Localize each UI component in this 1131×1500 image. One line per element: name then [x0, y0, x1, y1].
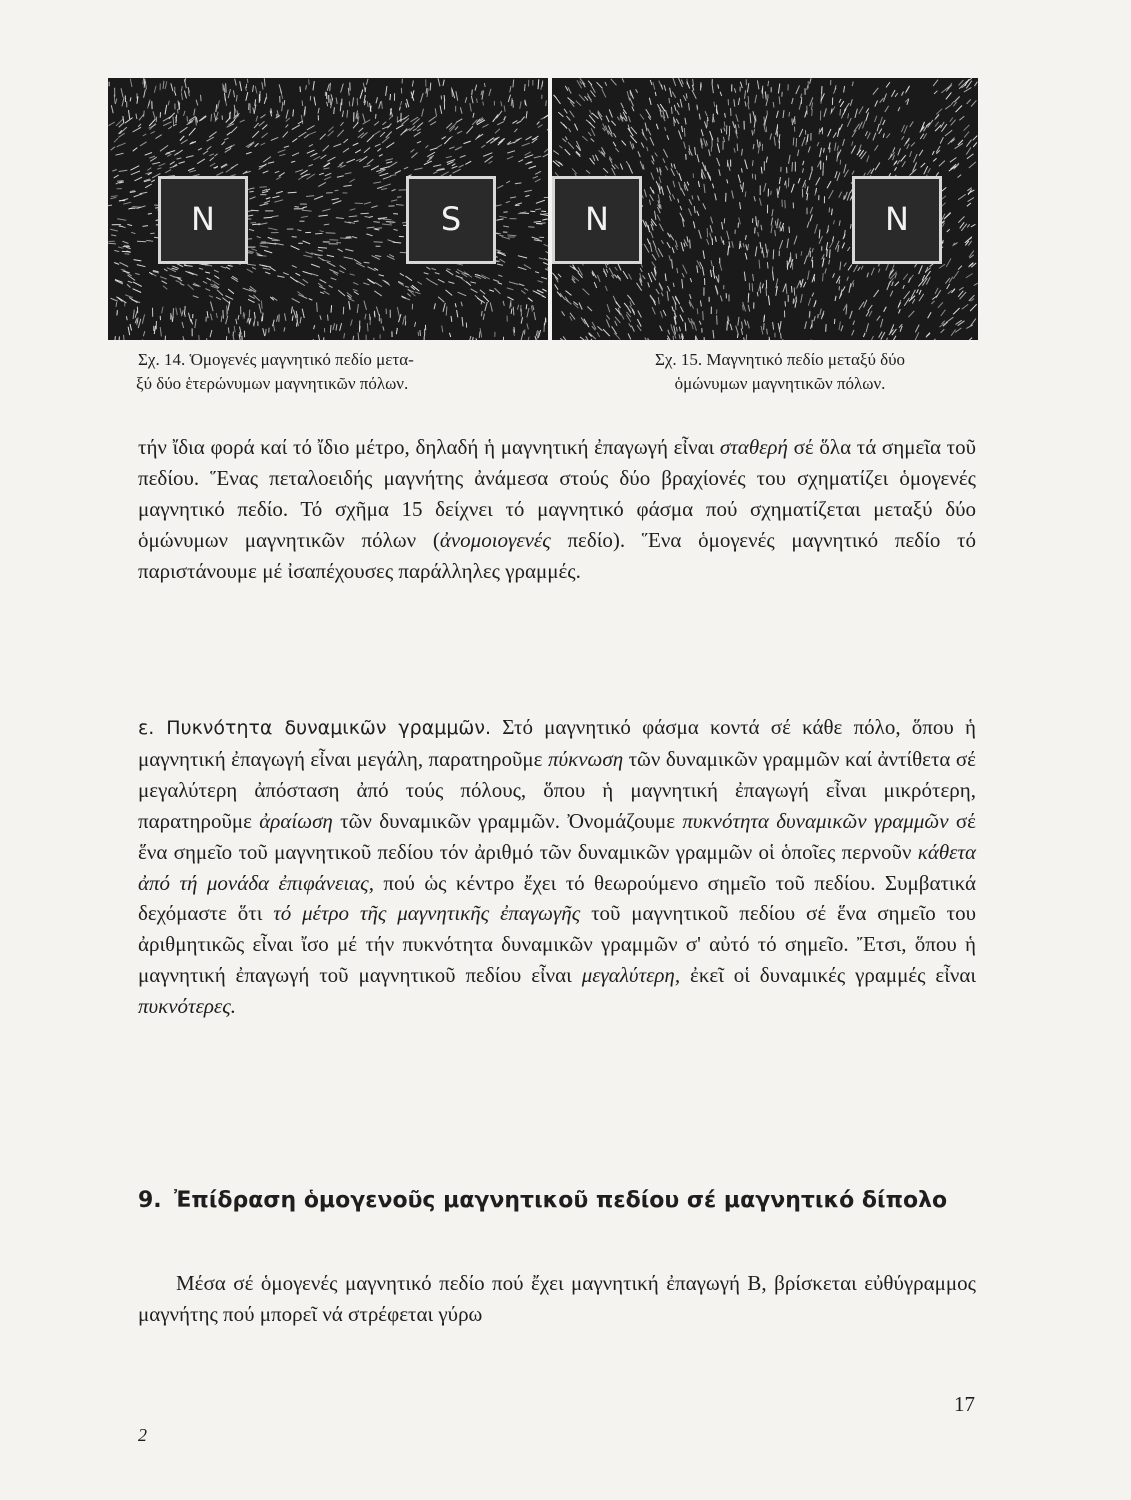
pole-label-north: N: [158, 176, 248, 264]
subsection-heading: ε. Πυκνότητα δυναμικῶν γραμμῶν.: [138, 717, 491, 739]
section-title: Ἐπίδραση ὁμογενοῦς μαγνητικοῦ πεδίου σέ μαγνητικό δίπολο: [174, 1188, 948, 1213]
figure-14-field-lines-image: [108, 78, 548, 340]
caption-line: Σχ. 14. Ὁμογενές μαγνητικό πεδίο μετα-: [138, 350, 414, 369]
page-number: 17: [954, 1392, 975, 1416]
figure-15-field-lines-image: [552, 78, 978, 340]
caption-line: Σχ. 15. Μαγνητικό πεδίο μεταξύ δύο: [654, 350, 906, 369]
caption-line: ὁμώνυμων μαγνητικῶν πόλων.: [674, 374, 886, 393]
section-9-heading: [138, 1184, 976, 1218]
caption-line: ξύ δύο ἑτερώνυμων μαγνητικῶν πόλων.: [136, 374, 409, 393]
paragraph-field-line-density: ε. Πυκνότητα δυναμικῶν γραμμῶν. Στό μαγνητικό φάσμα κοντά σέ κάθε πόλο, ὅπου ἡ μαγνητική ἐπαγωγή εἶναι μεγάλη, παρατηροῦμε πύκνωση τῶν δυναμικῶν γραμμῶν καί ἀντίθετα σέ μεγαλύτερη ἀπόσταση ἀπό τούς πόλους, ὅπου ἡ μαγνητική ἐπαγωγή εἶναι μικρότερη, παρατηροῦμε ἀραίωση τῶν δυναμικῶν γραμμῶν. Ὀνομάζουμε πυκνότητα δυναμικῶν γραμμῶν σέ ἕνα σημεῖο τοῦ μαγνητικοῦ πεδίου τόν ἀριθμό τῶν δυναμικῶν γραμμῶν οἱ ὁποῖες περνοῦν κάθετα ἀπό τή μονάδα ἐπιφάνειας, πού ὡς κέντρο ἔχει τό θεωρούμενο σημεῖο τοῦ πεδίου. Συμβατικά δεχόμαστε ὅτι τό μέτρο τῆς μαγνητικῆς ἐπαγωγῆς τοῦ μαγνητικοῦ πεδίου σέ ἕνα σημεῖο του ἀριθμητικῶς εἶναι ἴσο μέ τήν πυκνότητα δυναμικῶν γραμμῶν σ' αὐτό τό σημεῖο. Ἔτσι, ὅπου ἡ μαγνητική ἐπαγωγή τοῦ μαγνητικοῦ πεδίου εἶναι μεγαλύτερη, ἐκεῖ οἱ δυναμικές γραμμές εἶναι πυκνότερες.: [138, 715, 976, 1019]
pole-label-north-left: N: [552, 176, 642, 264]
signature-mark: 2: [138, 1425, 147, 1445]
figure-14-caption: [138, 348, 538, 396]
pole-label-south: S: [406, 176, 496, 264]
paragraph-dipole-intro: Μέσα σέ ὁμογενές μαγνητικό πεδίο πού ἔχει μαγνητική ἐπαγωγή Β, βρίσκεται εὐθύγραμμος μαγνήτης πού μπορεῖ νά στρέφεται γύρω: [138, 1271, 976, 1326]
paragraph-uniform-field: τήν ἴδια φορά καί τό ἴδιο μέτρο, δηλαδή ἡ μαγνητική ἐπαγωγή εἶναι σταθερή σέ ὅλα τά σημεῖα τοῦ πεδίου. Ἕνας πεταλοειδής μαγνήτης ἀνάμεσα στούς δύο βραχίονές του σχηματίζει ὁμογενές μαγνητικό πεδίο. Τό σχῆμα 15 δείχνει τό μαγνητικό φάσμα πού σχηματίζεται μεταξύ δύο ὁμώνυμων μαγνητικῶν πόλων (ἀνομοιογενές πεδίο). Ἕνα ὁμογενές μαγνητικό πεδίο τό παριστάνουμε μέ ἰσαπέχουσες παράλληλες γραμμές.: [138, 435, 976, 583]
section-number: 9.: [138, 1188, 162, 1213]
figure-15-caption: [590, 348, 970, 396]
pole-label-north-right: N: [852, 176, 942, 264]
